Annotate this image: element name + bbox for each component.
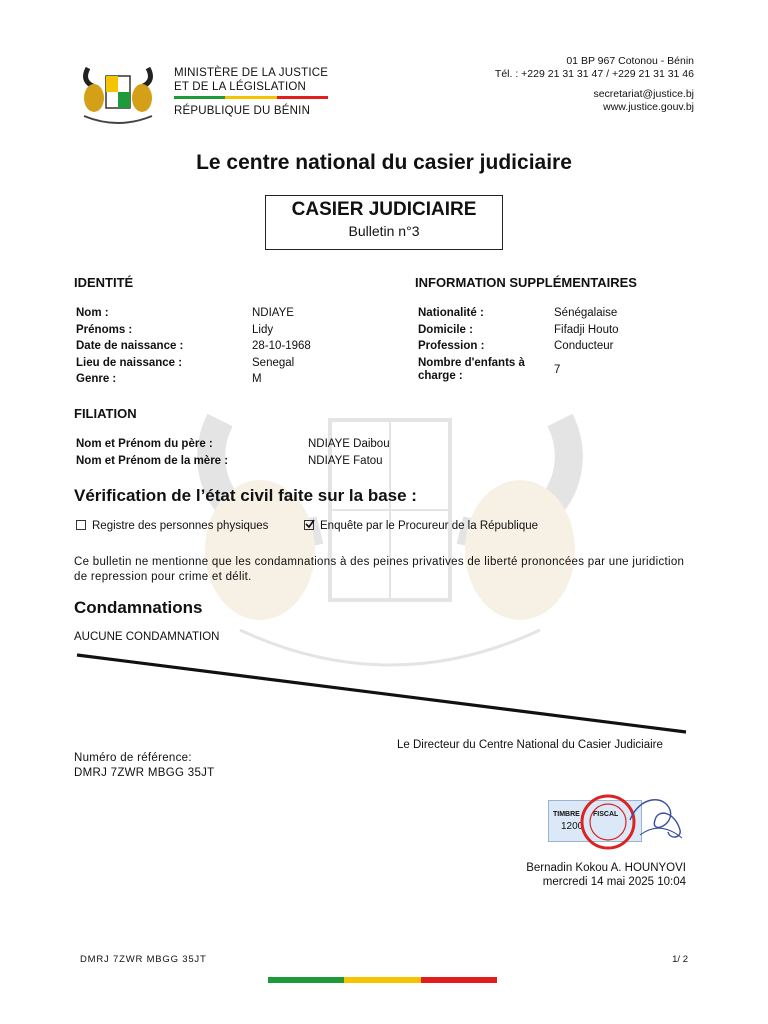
info-value: 7 xyxy=(554,363,561,376)
stripe-yellow xyxy=(344,977,420,983)
ministry-line-2: ET DE LA LÉGISLATION xyxy=(174,81,307,93)
official-seal-and-signature xyxy=(570,790,690,855)
filiation-value: NDIAYE Daibou xyxy=(308,438,390,450)
option-label: Registre des personnes physiques xyxy=(92,520,269,532)
identity-value: Senegal xyxy=(252,356,295,369)
filiation-label: Nom et Prénom du père : xyxy=(76,438,213,450)
identity-value: M xyxy=(252,373,262,385)
stripe-green xyxy=(268,977,344,983)
signatory-role: Le Directeur du Centre National du Casier Judiciaire xyxy=(397,739,663,751)
stamp-top: TIMBRE xyxy=(553,811,580,818)
stripe-red xyxy=(421,977,497,983)
info-heading: INFORMATION SUPPLÉMENTAIRES xyxy=(415,275,637,290)
info-label: Nombre d'enfants à charge : xyxy=(418,356,525,382)
filiation-heading: FILIATION xyxy=(74,406,137,421)
stamp-word: FISCAL xyxy=(593,811,619,818)
casier-title: CASIER JUDICIAIRE xyxy=(291,199,477,220)
verification-heading: Vérification de l’état civil faite sur la base : xyxy=(74,486,417,505)
reference-code: DMRJ 7ZWR MBGG 35JT xyxy=(74,767,215,779)
info-label: Nationalité : xyxy=(418,307,484,319)
signatory-name: Bernadin Kokou A. HOUNYOVI xyxy=(526,862,686,874)
email: secretariat@justice.bj xyxy=(593,88,694,100)
stamp-value: 1200 xyxy=(561,821,584,832)
identity-label: Genre : xyxy=(76,373,117,385)
option-label: Enquête par le Procureur de la République xyxy=(320,520,539,532)
address: 01 BP 967 Cotonou - Bénin xyxy=(566,55,694,67)
notice-text: Ce bulletin ne mentionne que les condamnations à des peines privatives de liberté prononcées par une juridiction de repression pour crime et délit. xyxy=(74,556,685,583)
filiation-value: NDIAYE Fatou xyxy=(308,455,383,467)
info-label: Profession : xyxy=(418,340,485,352)
info-value: Conducteur xyxy=(554,340,614,352)
identity-label: Prénoms : xyxy=(76,323,133,336)
condamnations-heading: Condamnations xyxy=(74,598,203,617)
condamnations-text: AUCUNE CONDAMNATION xyxy=(74,631,220,643)
ministry-line-1: MINISTÈRE DE LA JUSTICE xyxy=(174,67,329,79)
page-number: 1/ 2 xyxy=(672,954,688,965)
identity-value: NDIAYE xyxy=(252,307,294,319)
phone: Tél. : +229 21 31 31 47 / +229 21 31 31 46 xyxy=(494,68,694,80)
identity-value: 28-10-1968 xyxy=(252,340,311,352)
identity-label: Nom : xyxy=(76,307,109,319)
signature-datetime: mercredi 14 mai 2025 10:04 xyxy=(542,876,686,888)
info-label: Domicile : xyxy=(418,323,473,336)
identity-value: Lidy xyxy=(252,323,274,336)
identity-label: Lieu de naissance : xyxy=(76,356,183,369)
footer-flag-stripe xyxy=(268,977,497,983)
reference-label: Numéro de référence: xyxy=(74,752,192,764)
footer-code: DMRJ 7ZWR MBGG 35JT xyxy=(80,954,207,965)
republic-name: RÉPUBLIQUE DU BÉNIN xyxy=(174,105,311,117)
page-title: Le centre national du casier judiciaire xyxy=(196,151,572,174)
website: www.justice.gouv.bj xyxy=(603,101,694,113)
identity-heading: IDENTITÉ xyxy=(74,275,134,290)
filiation-label: Nom et Prénom de la mère : xyxy=(76,455,229,467)
bulletin-number: Bulletin n°3 xyxy=(348,223,420,239)
info-value: Fifadji Houto xyxy=(554,323,619,336)
info-value: Sénégalaise xyxy=(554,307,618,319)
identity-label: Date de naissance : xyxy=(76,340,184,352)
